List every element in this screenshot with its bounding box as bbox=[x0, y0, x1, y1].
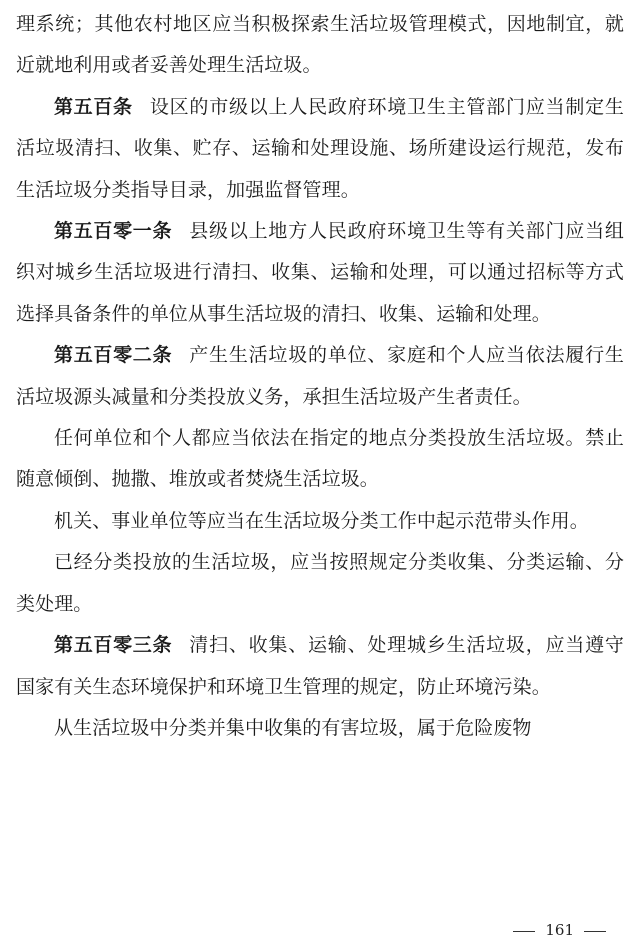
paragraph-text: 产生生活垃圾的单位、家庭和个人应当依法履行生活垃圾源头减量和分类投放义务，承担生活垃圾产生者责任。 bbox=[16, 344, 624, 408]
paragraph bbox=[16, 708, 624, 749]
article-number: 第五百零三条 bbox=[54, 634, 173, 657]
paragraph-text: 从生活垃圾中分类并集中收集的有害垃圾，属于危险废物 bbox=[54, 716, 532, 739]
article-500 bbox=[16, 87, 624, 211]
article-503 bbox=[16, 625, 624, 708]
footer-dash-right bbox=[584, 931, 606, 932]
paragraph-continuation bbox=[16, 4, 624, 87]
footer-dash-left bbox=[513, 931, 535, 932]
document-body bbox=[16, 4, 624, 749]
paragraph bbox=[16, 501, 624, 542]
paragraph-text: 清扫、收集、运输、处理城乡生活垃圾，应当遵守国家有关生态环境保护和环境卫生管理的规定，防止环境污染。 bbox=[16, 634, 624, 698]
paragraph bbox=[16, 542, 624, 625]
paragraph-text: 理系统；其他农村地区应当积极探索生活垃圾管理模式，因地制宜，就近就地利用或者妥善处理生活垃圾。 bbox=[16, 13, 624, 77]
paragraph-text: 机关、事业单位等应当在生活垃圾分类工作中起示范带头作用。 bbox=[54, 509, 589, 532]
article-number: 第五百零一条 bbox=[54, 220, 173, 243]
page-number: 161 bbox=[545, 921, 574, 939]
article-number: 第五百条 bbox=[54, 95, 133, 118]
paragraph-text: 县级以上地方人民政府环境卫生等有关部门应当组织对城乡生活垃圾进行清扫、收集、运输和处理，可以通过招标等方式选择具备条件的单位从事生活垃圾的清扫、收集、运输和处理。 bbox=[16, 220, 624, 325]
paragraph-text: 已经分类投放的生活垃圾，应当按照规定分类收集、分类运输、分类处理。 bbox=[16, 551, 624, 615]
page-footer bbox=[503, 918, 616, 942]
paragraph-text: 设区的市级以上人民政府环境卫生主管部门应当制定生活垃圾清扫、收集、贮存、运输和处理设施、场所建设运行规范，发布生活垃圾分类指导目录，加强监督管理。 bbox=[16, 95, 624, 201]
article-number: 第五百零二条 bbox=[54, 344, 173, 367]
article-501 bbox=[16, 211, 624, 335]
article-502 bbox=[16, 335, 624, 418]
paragraph bbox=[16, 418, 624, 501]
paragraph-text: 任何单位和个人都应当依法在指定的地点分类投放生活垃圾。禁止随意倾倒、抛撒、堆放或者焚烧生活垃圾。 bbox=[16, 427, 624, 491]
